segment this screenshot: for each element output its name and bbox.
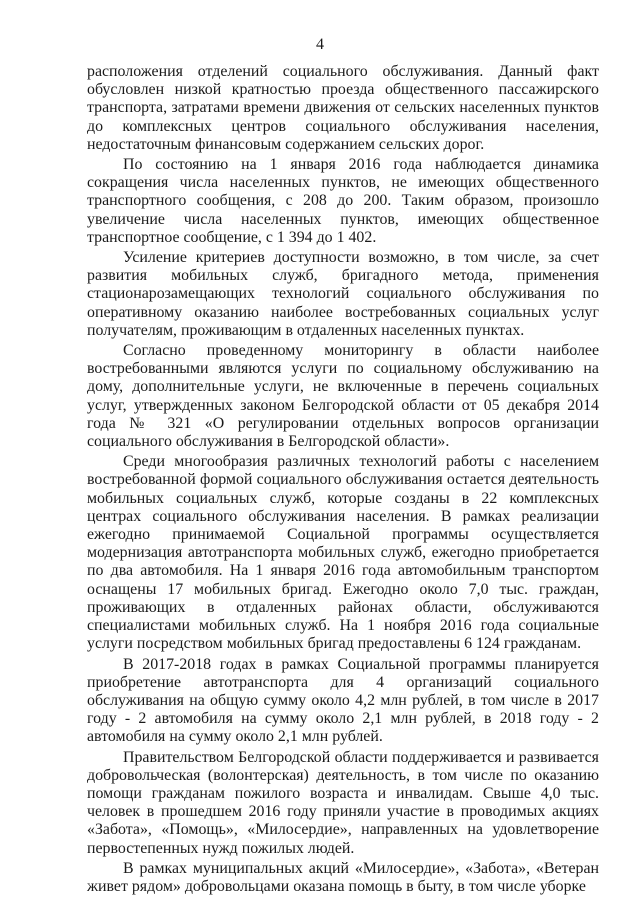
document-body	[87, 63, 599, 898]
paragraph-accessibility-criteria: Усиление критериев доступности возможно, в том числе, за счет развития мобильных служб, бригадного метода, применения стационарозамещающих технологий социального обслуживания по оперативному оказанию наиболее востребованных социальных услуг получателям, проживающим в отдаленных населенных пунктах.	[87, 249, 599, 339]
paragraph-volunteering: Правительством Белгородской области поддерживается и развивается добровольческая (волонтерская) деятельность, в том числе по оказанию помощи гражданам пожилого возраста и инвалидам. Свыше 4,0 тыс. человек в прошедшем 2016 году приняли участие в проводимых акциях «Забота», «Помощь», «Милосердие», направленных на удовлетворение первостепенных нужд пожилых людей.	[87, 748, 599, 857]
paragraph-mobile-services: Среди многообразия различных технологий работы с населением востребованной формой социального обслуживания остается деятельность мобильных социальных служб, которые созданы в 22 комплексных центрах социального обслуживания населения. В рамках реализации ежегодно принимаемой Социальной программы осуществляется модернизация автотранспорта мобильных служб, ежегодно приобретается по два автомобиля. На 1 января 2016 года автомобильным транспортом оснащены 17 мобильных бригад. Ежегодно около 7,0 тыс. граждан, проживающих в отдаленных районах области, обслуживаются специалистами мобильных служб. На 1 ноября 2016 года социальные услуги посредством мобильных бригад предоставлены 6 124 гражданам.	[87, 453, 599, 653]
paragraph-vehicle-purchase: В 2017-2018 годах в рамках Социальной программы планируется приобретение автотранспорта для 4 организаций социального обслуживания на общую сумму около 4,2 млн рублей, в том числе в 2017 году - 2 автомобиля на сумму около 2,1 млн рублей, в 2018 году - 2 автомобиля на сумму около 2,1 млн рублей.	[87, 655, 599, 746]
paragraph-monitoring: Согласно проведенному мониторингу в области наиболее востребованными являются услуги по социальному обслуживанию на дому, дополнительные услуги, не включенные в перечень социальных услуг, утвержденных законом Белгородской области от 05 декабря 2014 года № 321 «О регулировании отдельных вопросов организации социального обслуживания в Белгородской области».	[87, 342, 599, 451]
paragraph-municipal-actions: В рамках муниципальных акций «Милосердие», «Забота», «Ветеран живет рядом» добровольцами оказана помощь в быту, в том числе уборке	[87, 859, 599, 895]
page-number: 4	[316, 36, 324, 53]
paragraph-continuation: расположения отделений социального обслуживания. Данный факт обусловлен низкой кратностью проезда общественного пассажирского транспорта, затратами времени движения от сельских населенных пунктов до комплексных центров социального обслуживания населения, недостаточным финансовым содержанием сельских дорог.	[87, 63, 599, 153]
paragraph-settlements-transport: По состоянию на 1 января 2016 года наблюдается динамика сокращения числа населенных пунктов, не имеющих общественного транспортного сообщения, с 208 до 200. Таким образом, произошло увеличение числа населенных пунктов, имеющих общественное транспортное сообщение, с 1 394 до 1 402.	[87, 156, 599, 246]
